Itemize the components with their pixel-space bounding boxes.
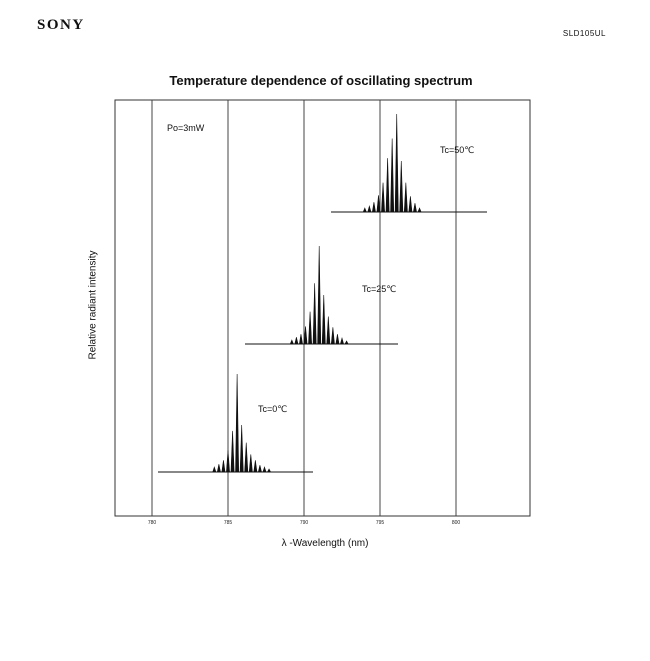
x-tick-800: 800 [451, 520, 461, 526]
spectrum-series-0 [158, 374, 313, 472]
x-tick-labels [148, 520, 461, 526]
spectral-peak [258, 465, 261, 472]
grid-lines [152, 100, 456, 516]
spectral-peak [368, 206, 371, 212]
spectrum-series-2 [331, 114, 487, 212]
spectral-peak [418, 208, 421, 212]
spectral-peak [409, 196, 412, 212]
spectral-peak [240, 425, 243, 472]
spectral-peak [345, 341, 348, 344]
spectral-peak [395, 114, 398, 212]
spectral-peak [372, 202, 375, 212]
chart-title: Temperature dependence of oscillating spectrum [169, 73, 473, 88]
plot-frame [115, 100, 530, 516]
spectral-peak [295, 337, 298, 344]
spectral-peak [308, 312, 311, 344]
x-tick-795: 795 [375, 520, 385, 526]
x-axis-label: λ -Wavelength (nm) [281, 538, 369, 549]
spectral-peak [318, 246, 321, 344]
spectral-peak [263, 467, 266, 472]
spectral-peak [249, 454, 252, 472]
spectral-peak [331, 327, 334, 344]
x-tick-785: 785 [223, 520, 233, 526]
part-number: SLD105UL [562, 29, 606, 38]
spectral-peak [400, 161, 403, 212]
spectral-peak [254, 460, 257, 472]
power-annotation: Po=3mW [167, 123, 205, 133]
brand-logo: SONY [37, 17, 85, 33]
spectral-peak [381, 183, 384, 212]
spectral-peak [290, 340, 293, 344]
spectral-peak [245, 443, 248, 472]
x-tick-790: 790 [299, 520, 309, 526]
spectral-peak [413, 203, 416, 212]
series-label: Tc=0℃ [258, 404, 288, 414]
spectral-peak [391, 139, 394, 213]
spectral-peak [231, 431, 234, 472]
spectral-peak [340, 338, 343, 344]
spectral-peak [267, 469, 270, 472]
x-tick-780: 780 [147, 520, 157, 526]
spectral-peak [217, 464, 220, 472]
series-label: Tc=25℃ [362, 284, 397, 294]
spectral-peak [336, 334, 339, 344]
y-axis-label: Relative radiant intensity [87, 250, 99, 360]
spectral-peak [313, 283, 316, 344]
spectral-peak [404, 183, 407, 212]
spectral-peak [213, 467, 216, 472]
spectral-peak [327, 317, 330, 344]
series-label: Tc=50℃ [440, 145, 475, 155]
spectral-peak [236, 374, 239, 472]
spectral-peak [363, 208, 366, 212]
spectral-peak [226, 450, 229, 472]
spectrum-series-1 [245, 246, 398, 344]
spectral-peak [386, 158, 389, 212]
spectral-peak [299, 334, 302, 344]
spectral-peak [222, 460, 225, 472]
spectra [158, 114, 487, 472]
spectral-peak [322, 295, 325, 344]
